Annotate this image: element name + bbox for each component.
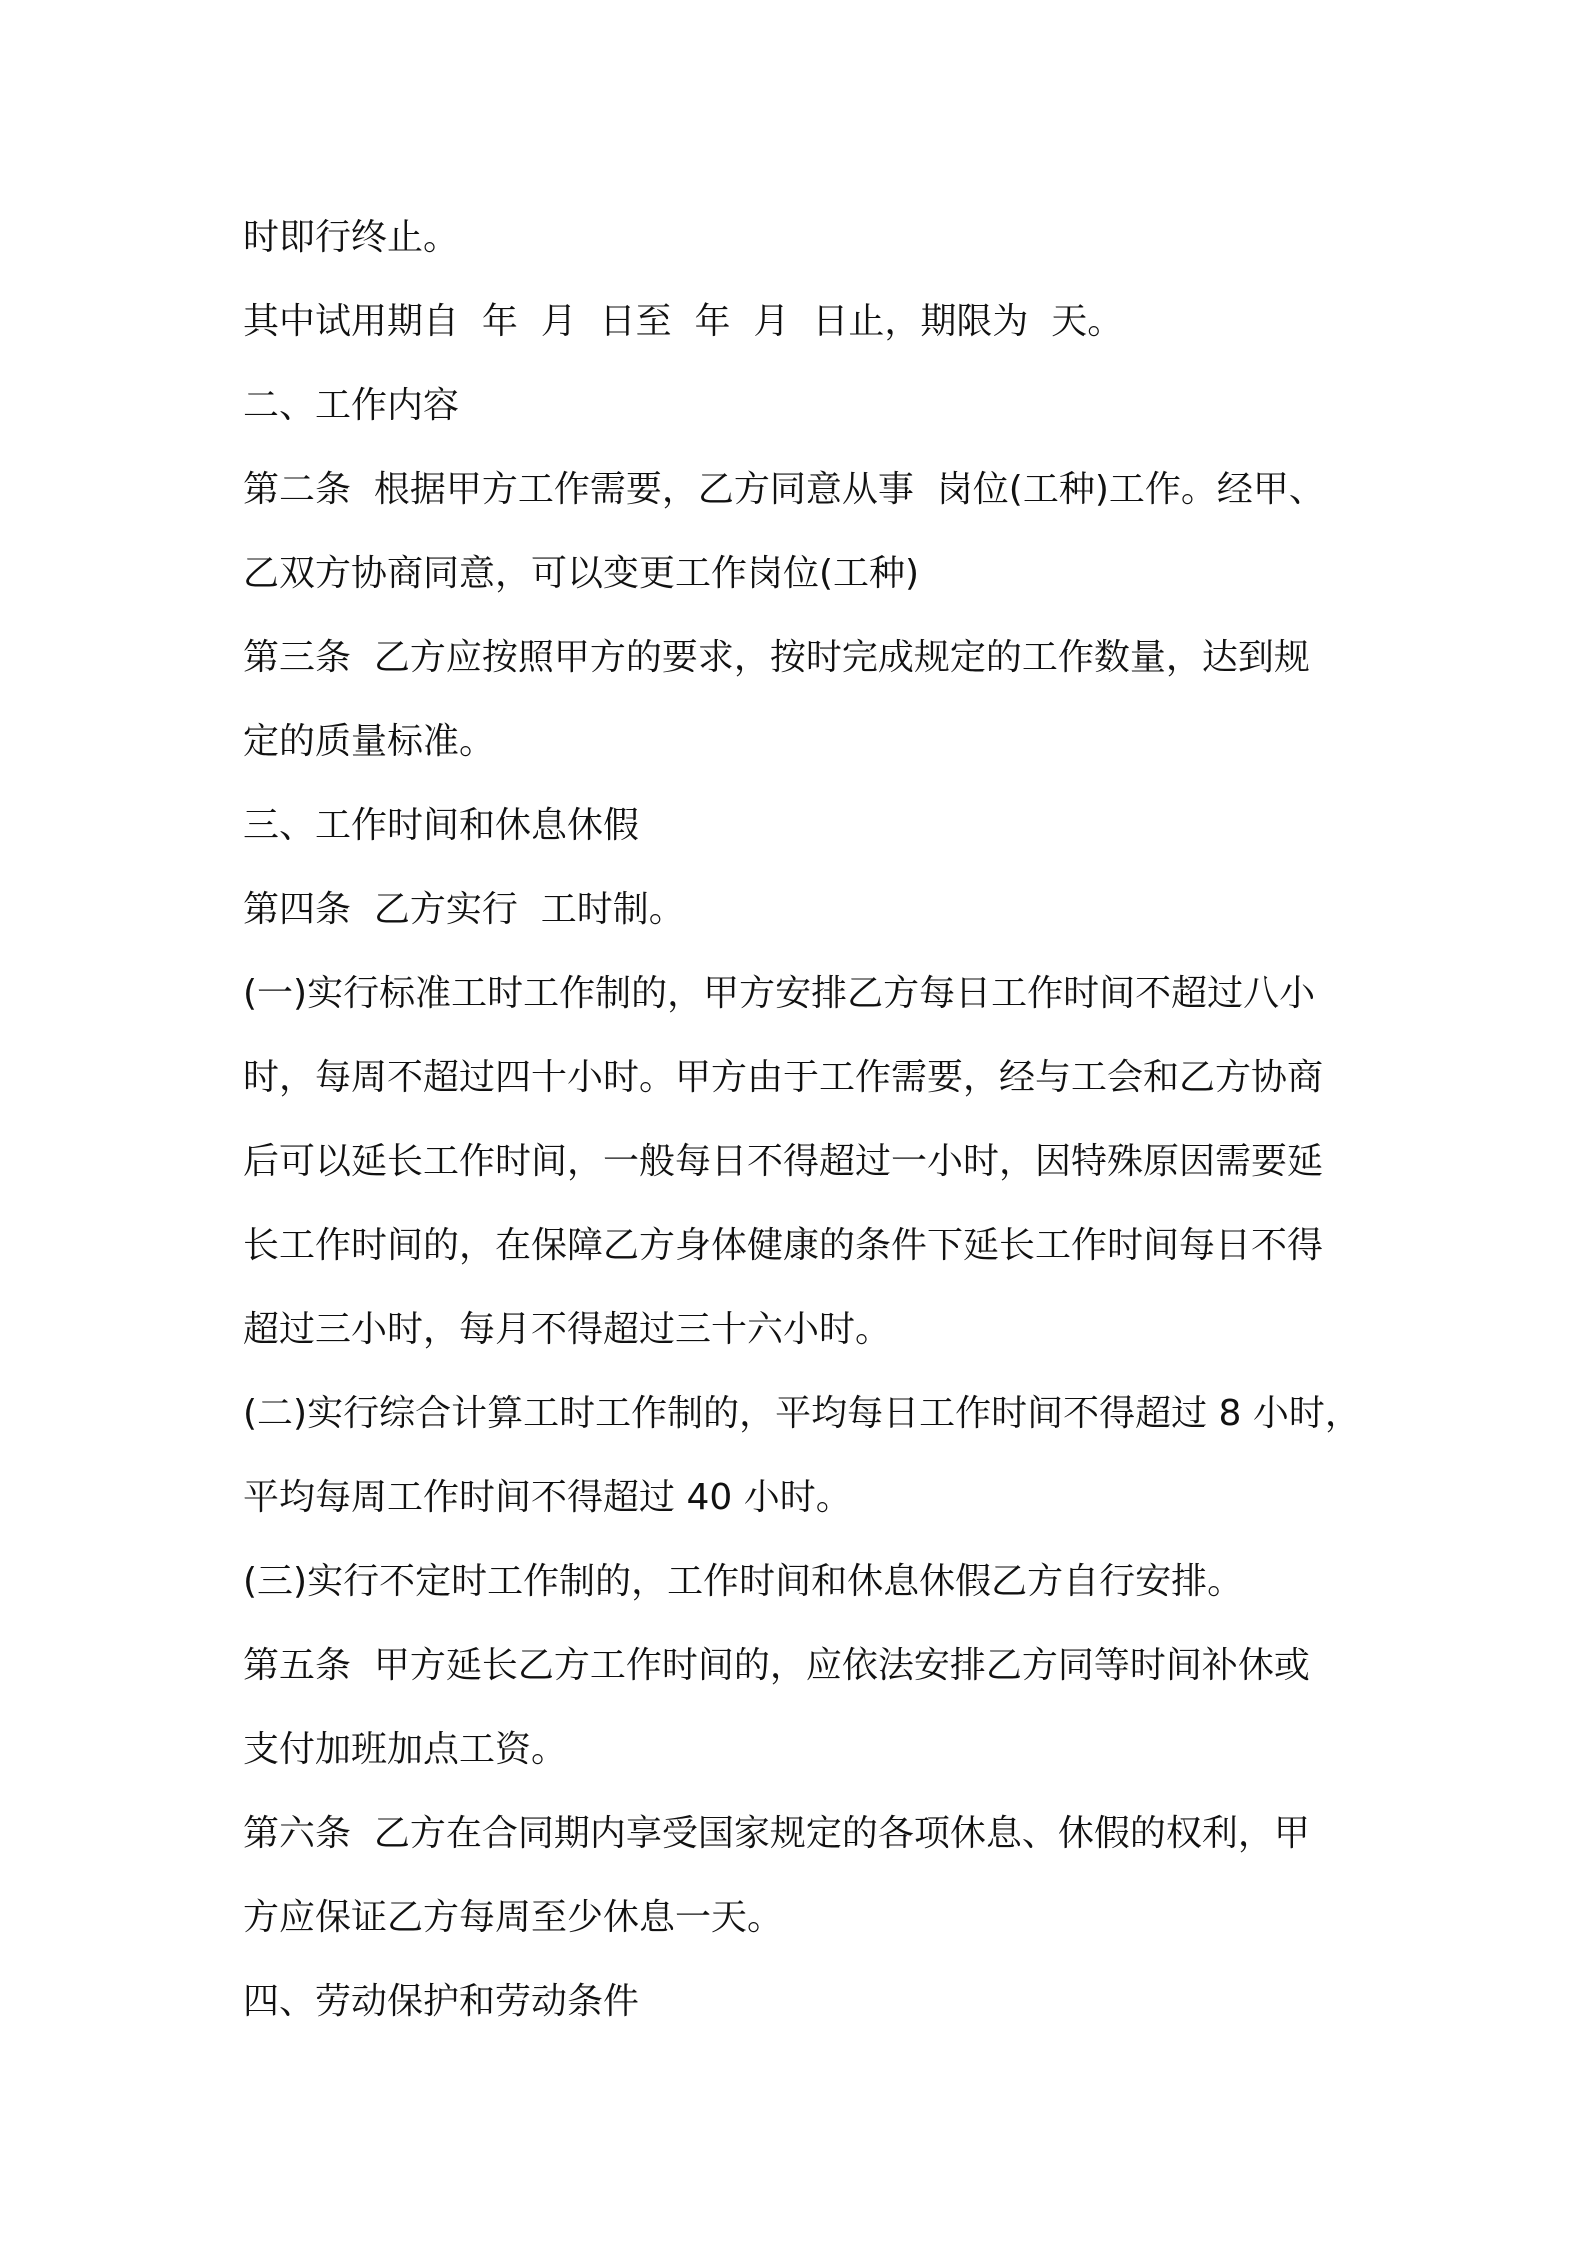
text-line: 定的质量标准。 (243, 721, 496, 762)
text-line: 平均每周工作时间不得超过 40 小时。 (243, 1477, 852, 1518)
text-line: (二)实行综合计算工时工作制的，平均每日工作时间不得超过 8 小时， (243, 1393, 1361, 1434)
text-line: (一)实行标准工时工作制的，甲方安排乙方每日工作时间不超过八小 (243, 973, 1316, 1014)
text-line: 时，每周不超过四十小时。甲方由于工作需要，经与工会和乙方协商 (243, 1057, 1324, 1098)
text-line: 后可以延长工作时间，一般每日不得超过一小时，因特殊原因需要延 (243, 1141, 1324, 1182)
text-line: 第四条 乙方实行 工时制。 (243, 889, 685, 930)
section-heading: 四、劳动保护和劳动条件 (243, 1981, 640, 2022)
section-heading: 二、工作内容 (243, 385, 460, 426)
text-line: 支付加班加点工资。 (243, 1729, 568, 1770)
text-line: 乙双方协商同意，可以变更工作岗位(工种) (243, 553, 920, 594)
text-line: 第二条 根据甲方工作需要，乙方同意从事 岗位(工种)工作。经甲、 (243, 469, 1325, 510)
text-line: 其中试用期自 年 月 日至 年 月 日止，期限为 天。 (243, 301, 1124, 342)
text-line: 第五条 甲方延长乙方工作时间的，应依法安排乙方同等时间补休或 (243, 1645, 1310, 1686)
text-line: 超过三小时，每月不得超过三十六小时。 (243, 1309, 892, 1350)
text-line: 长工作时间的，在保障乙方身体健康的条件下延长工作时间每日不得 (243, 1225, 1324, 1266)
text-line: 第三条 乙方应按照甲方的要求，按时完成规定的工作数量，达到规 (243, 637, 1310, 678)
text-line: (三)实行不定时工作制的，工作时间和休息休假乙方自行安排。 (243, 1561, 1244, 1602)
section-heading: 三、工作时间和休息休假 (243, 805, 640, 846)
text-line: 时即行终止。 (243, 217, 460, 258)
text-line: 第六条 乙方在合同期内享受国家规定的各项休息、休假的权利，甲 (243, 1813, 1310, 1854)
text-line: 方应保证乙方每周至少休息一天。 (243, 1897, 784, 1938)
contract-text (243, 196, 1363, 2044)
